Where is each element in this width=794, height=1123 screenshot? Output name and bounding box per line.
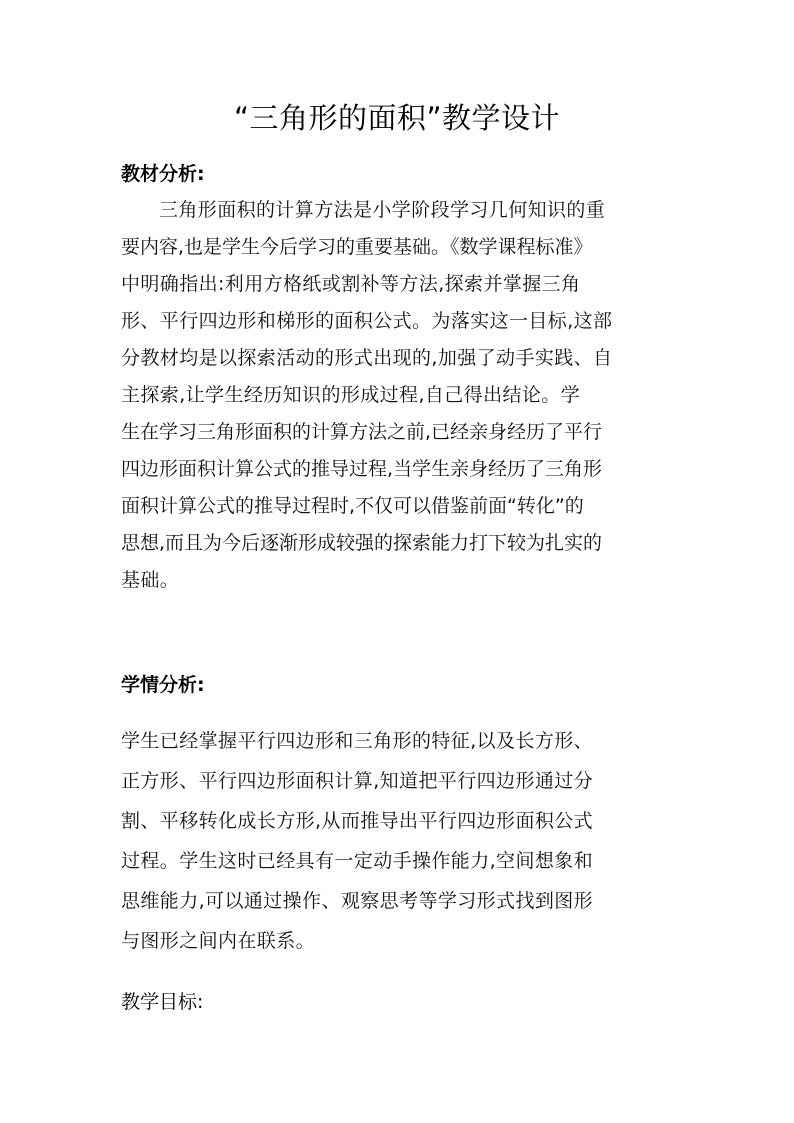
paragraph-line: 分教材均是以探索活动的形式出现的,加强了动手实践、自 xyxy=(121,347,613,369)
paragraph-line: 四边形面积计算公式的推导过程,当学生亲身经历了三角形 xyxy=(121,458,603,480)
section-heading-student-analysis: 学情分析: xyxy=(121,674,205,696)
paragraph-line: 基础。 xyxy=(121,569,180,591)
section-heading-textbook-analysis: 教材分析: xyxy=(121,163,205,185)
paragraph-line: 思想,而且为今后逐渐形成较强的探索能力打下较为扎实的 xyxy=(121,532,603,554)
paragraph-line: 思维能力,可以通过操作、观察思考等学习形式找到图形 xyxy=(121,890,594,912)
paragraph-student-analysis xyxy=(121,721,681,961)
paragraph-line: 生在学习三角形面积的计算方法之前,已经亲身经历了平行 xyxy=(121,421,603,443)
paragraph-line: 割、平移转化成长方形,从而推导出平行四边形面积公式 xyxy=(121,810,594,832)
paragraph-line: 正方形、平行四边形面积计算,知道把平行四边形通过分 xyxy=(121,770,594,792)
paragraph-line: 主探索,让学生经历知识的形成过程,自己得出结论。学 xyxy=(121,384,581,406)
document-title: “三角形的面积”教学设计 xyxy=(233,101,561,135)
paragraph-textbook-analysis xyxy=(121,192,681,599)
paragraph-line: 与图形之间内在联系。 xyxy=(121,930,316,952)
paragraph-line: 学生已经掌握平行四边形和三角形的特征,以及长方形、 xyxy=(121,730,594,752)
paragraph-line: 形、平行四边形和梯形的面积公式。为落实这一目标,这部 xyxy=(121,310,613,332)
paragraph-line: 面积计算公式的推导过程时,不仅可以借鉴前面“转化”的 xyxy=(121,495,584,517)
section-heading-teaching-goals: 教学目标: xyxy=(121,991,204,1013)
paragraph-line: 过程。学生这时已经具有一定动手操作能力,空间想象和 xyxy=(121,850,594,872)
paragraph-line: 中明确指出:利用方格纸或割补等方法,探索并掌握三角 xyxy=(121,273,581,295)
paragraph-line: 三角形面积的计算方法是小学阶段学习几何知识的重 xyxy=(159,199,606,221)
paragraph-line: 要内容,也是学生今后学习的重要基础。《数学课程标准》 xyxy=(121,236,593,258)
